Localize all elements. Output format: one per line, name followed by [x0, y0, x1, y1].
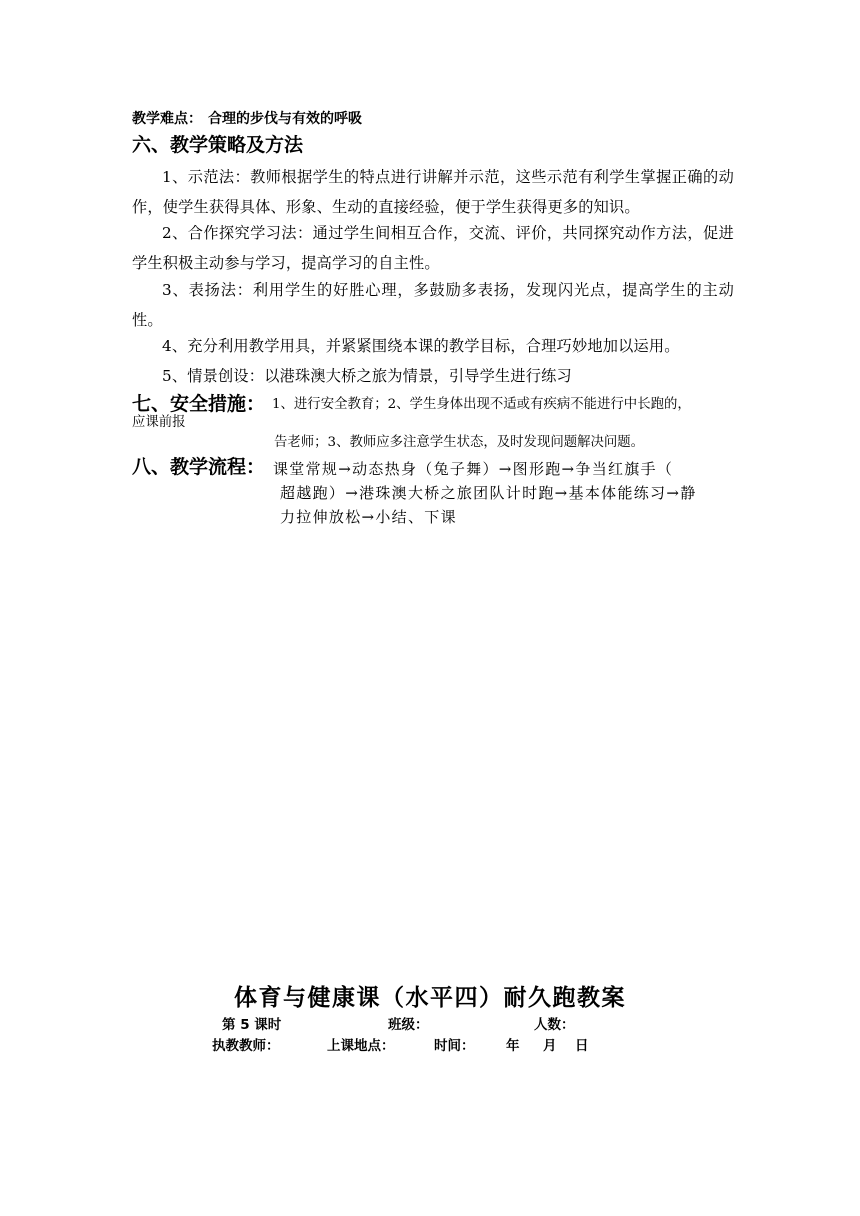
method-item-5: 5、情景创设：以港珠澳大桥之旅为情景，引导学生进行练习 — [162, 367, 572, 385]
teacher-label: 执教教师： — [212, 1038, 280, 1054]
section-6-heading: 六、教学策略及方法 — [132, 134, 304, 156]
lesson-period: 第 5 课时 — [222, 1017, 282, 1033]
month-label: 月 — [543, 1038, 557, 1054]
class-label: 班级： — [388, 1017, 429, 1033]
flow-text-line-2: 超越跑）→港珠澳大桥之旅团队计时跑→基本体能练习→静 — [280, 484, 697, 502]
safety-text-line-3: 告老师；3、教师应多注意学生状态，及时发现问题解决问题。 — [274, 435, 645, 450]
flow-text-line-3: 力拉伸放松→小结、下课 — [280, 508, 457, 526]
section-7-heading: 七、安全措施： — [132, 393, 266, 415]
day-label: 日 — [575, 1038, 589, 1054]
section-8-heading: 八、教学流程： — [132, 456, 266, 478]
student-count-label: 人数： — [534, 1017, 575, 1033]
lesson-plan-title: 体育与健康课（水平四）耐久跑教案 — [234, 984, 626, 1011]
method-item-1: 1、示范法：教师根据学生的特点进行讲解并示范，这些示范有利学生掌握正确的动作，使学生获得具体、形象、生动的直接经验，便于学生获得更多的知识。 — [132, 168, 734, 216]
teaching-difficulty-label: 教学难点： — [132, 111, 202, 127]
safety-text-line-1: 1、进行安全教育；2、学生身体出现不适或有疾病不能进行中长跑的， — [272, 397, 691, 412]
location-label: 上课地点： — [327, 1038, 395, 1054]
flow-text-line-1: 课堂常规→动态热身（兔子舞）→图形跑→争当红旗手（ — [273, 460, 674, 478]
year-label: 年 — [506, 1038, 520, 1054]
time-label: 时间： — [434, 1038, 475, 1054]
method-item-2: 2、合作探究学习法：通过学生间相互合作，交流、评价，共同探究动作方法，促进学生积极主动参与学习，提高学习的自主性。 — [132, 224, 734, 272]
teaching-difficulty-value: 合理的步伐与有效的呼吸 — [208, 111, 362, 127]
teaching-difficulty-line — [132, 108, 362, 130]
method-item-4: 4、充分利用教学用具，并紧紧围绕本课的教学目标，合理巧妙地加以运用。 — [162, 337, 680, 355]
method-item-3: 3、表扬法：利用学生的好胜心理，多鼓励多表扬，发现闪光点，提高学生的主动性。 — [132, 281, 734, 329]
safety-text-line-2: 应课前报 — [132, 415, 186, 430]
